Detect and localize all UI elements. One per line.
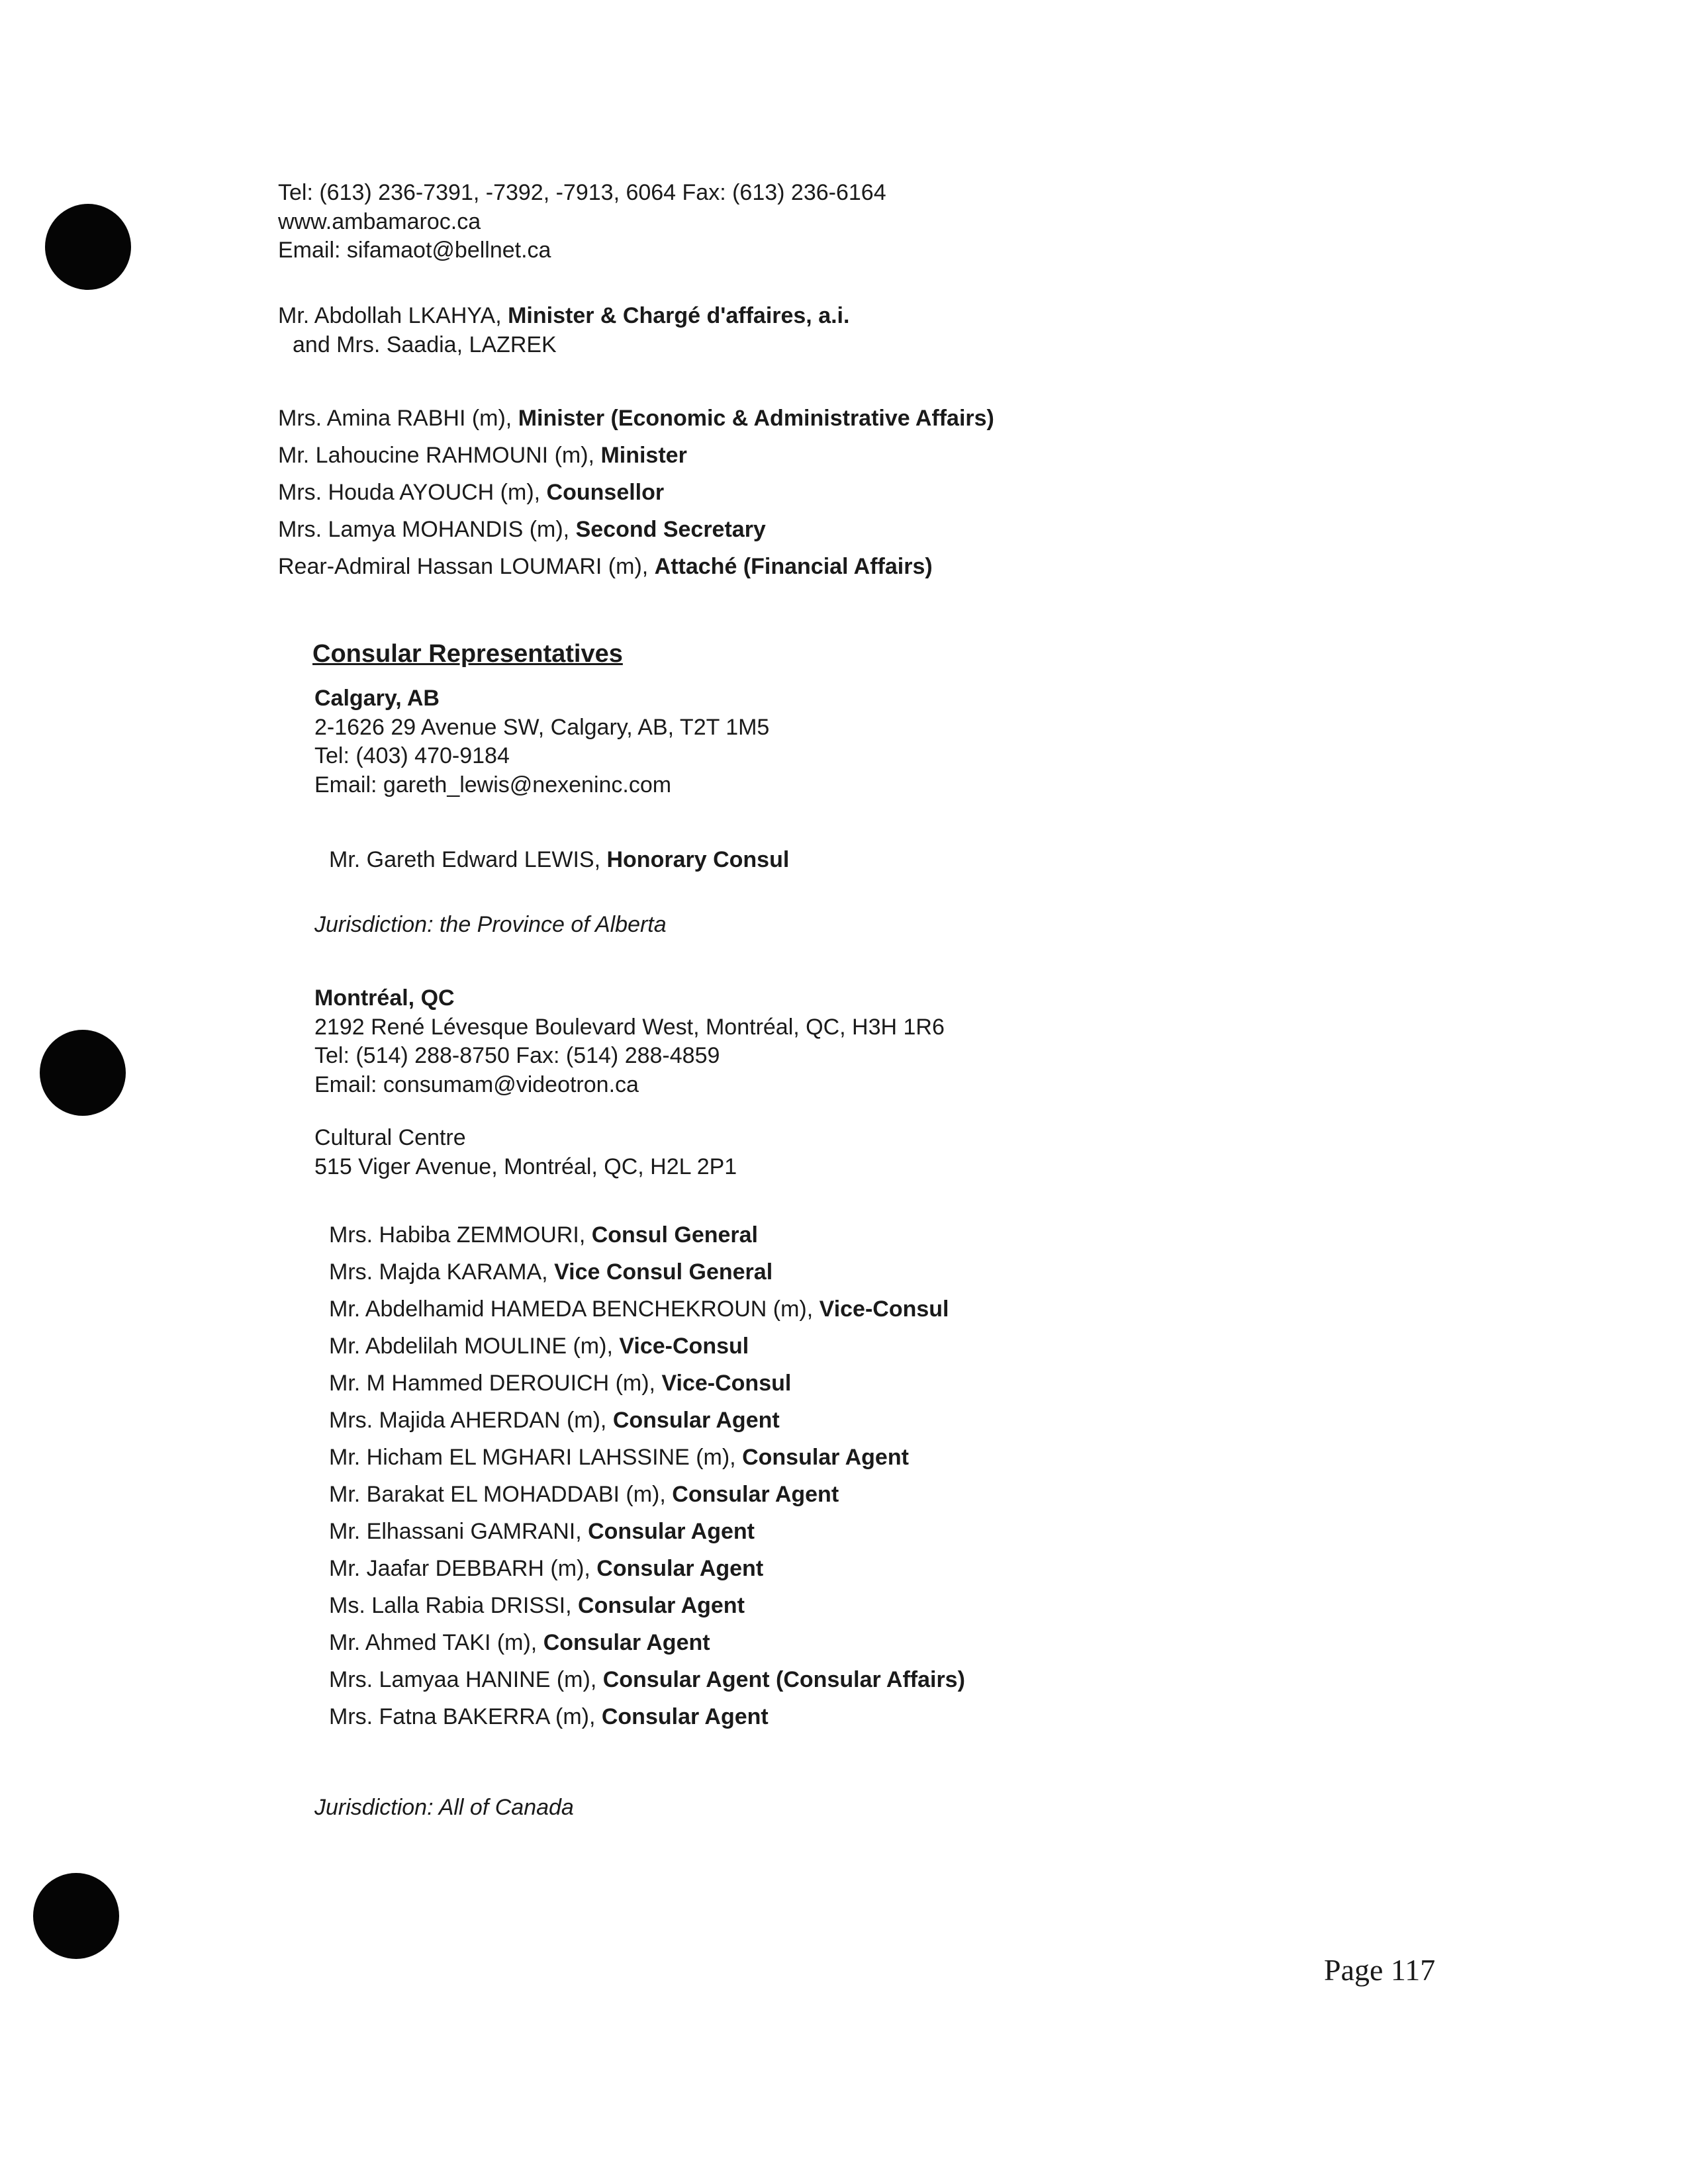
officer-item: [329, 1476, 965, 1513]
officer-name: Mr. Hicham EL MGHARI LAHSSINE (m),: [329, 1445, 743, 1470]
officer-item: [329, 1698, 965, 1735]
calgary-office: [314, 684, 769, 799]
officer-title: Consular Agent: [588, 1519, 755, 1544]
officer-title: Consul General: [591, 1222, 758, 1248]
embassy-website[interactable]: www.ambamaroc.ca: [278, 208, 481, 234]
calgary-city: Calgary, AB: [314, 686, 440, 711]
officer-item: [329, 1365, 965, 1402]
staff-item: [278, 511, 994, 548]
officer-name: Mr. Jaafar DEBBARH (m),: [329, 1556, 597, 1581]
officer-name: Mr. Abdelilah MOULINE (m),: [329, 1334, 620, 1359]
page-number: Page 117: [1324, 1953, 1436, 1987]
officer-name: Mr. Elhassani GAMRANI,: [329, 1519, 588, 1544]
staff-item: [278, 437, 994, 474]
officer-name: Mrs. Habiba ZEMMOURI,: [329, 1222, 592, 1248]
officer-title: Consular Agent (Consular Affairs): [602, 1667, 965, 1692]
calgary-phone: Tel: (403) 470-9184: [314, 743, 510, 768]
head-line: [278, 302, 849, 331]
officer-title: Vice Consul General: [554, 1259, 773, 1285]
officer-title: Vice-Consul: [619, 1334, 749, 1359]
montreal-office: [314, 984, 945, 1099]
calgary-officer-name: Mr. Gareth Edward LEWIS,: [329, 847, 607, 872]
punch-hole-bottom: [33, 1873, 119, 1959]
staff-item: [278, 548, 994, 585]
staff-name: Mrs. Lamya MOHANDIS (m),: [278, 517, 576, 542]
officer-title: Consular Agent: [672, 1482, 839, 1507]
officer-name: Mr. Ahmed TAKI (m),: [329, 1630, 543, 1655]
calgary-officer: [329, 846, 789, 875]
staff-item: [278, 474, 994, 511]
head-title: Minister & Chargé d'affaires, a.i.: [508, 303, 850, 328]
staff-title: Minister: [600, 443, 687, 468]
officer-item: [329, 1253, 965, 1291]
officer-title: Consular Agent: [596, 1556, 764, 1581]
consular-heading: Consular Representatives: [312, 640, 623, 668]
officer-item: [329, 1291, 965, 1328]
head-spouse: and Mrs. Saadia, LAZREK: [293, 332, 557, 357]
montreal-address: 2192 René Lévesque Boulevard West, Montréal, QC, H3H 1R6: [314, 1014, 945, 1040]
officer-item: [329, 1402, 965, 1439]
staff-name: Mrs. Houda AYOUCH (m),: [278, 480, 547, 505]
officer-title: Consular Agent: [543, 1630, 710, 1655]
officer-name: Mrs. Lamyaa HANINE (m),: [329, 1667, 603, 1692]
officer-item: [329, 1587, 965, 1624]
montreal-email[interactable]: Email: consumam@videotron.ca: [314, 1071, 639, 1097]
punch-hole-top: [45, 204, 131, 290]
officer-item: [329, 1550, 965, 1587]
montreal-phone: Tel: (514) 288-8750 Fax: (514) 288-4859: [314, 1043, 720, 1068]
cultural-centre: [314, 1124, 737, 1181]
officer-title: Consular Agent: [612, 1408, 780, 1433]
calgary-officer-title: Honorary Consul: [606, 847, 790, 872]
staff-name: Mrs. Amina RABHI (m),: [278, 406, 518, 431]
officer-name: Mr. Abdelhamid HAMEDA BENCHEKROUN (m),: [329, 1297, 820, 1322]
head-of-mission: [278, 302, 849, 359]
officer-item: [329, 1216, 965, 1253]
officer-title: Consular Agent: [578, 1593, 745, 1618]
officer-name: Mrs. Fatna BAKERRA (m),: [329, 1704, 602, 1729]
calgary-jurisdiction: Jurisdiction: the Province of Alberta: [314, 912, 667, 937]
officer-item: [329, 1661, 965, 1698]
officer-title: Consular Agent: [601, 1704, 769, 1729]
calgary-address: 2-1626 29 Avenue SW, Calgary, AB, T2T 1M5: [314, 714, 770, 740]
staff-item: [278, 400, 994, 437]
officer-title: Vice-Consul: [661, 1371, 792, 1396]
officer-title: Vice-Consul: [819, 1297, 949, 1322]
calgary-email[interactable]: Email: gareth_lewis@nexeninc.com: [314, 772, 672, 797]
embassy-staff-list: [278, 400, 994, 585]
officer-name: Ms. Lalla Rabia DRISSI,: [329, 1593, 579, 1618]
embassy-contact: [278, 179, 886, 265]
montreal-city: Montréal, QC: [314, 985, 455, 1011]
staff-title: Counsellor: [546, 480, 665, 505]
officer-name: Mrs. Majida AHERDAN (m),: [329, 1408, 613, 1433]
officer-name: Mr. M Hammed DEROUICH (m),: [329, 1371, 662, 1396]
officer-name: Mr. Barakat EL MOHADDABI (m),: [329, 1482, 673, 1507]
officer-item: [329, 1439, 965, 1476]
staff-name: Mr. Lahoucine RAHMOUNI (m),: [278, 443, 601, 468]
punch-hole-middle: [40, 1030, 126, 1116]
cultural-centre-address: 515 Viger Avenue, Montréal, QC, H2L 2P1: [314, 1154, 737, 1179]
head-name: Mr. Abdollah LKAHYA,: [278, 303, 508, 328]
embassy-phone: Tel: (613) 236-7391, -7392, -7913, 6064 Fax: (613) 236-6164: [278, 180, 886, 205]
officer-item: [329, 1513, 965, 1550]
montreal-jurisdiction: Jurisdiction: All of Canada: [314, 1795, 574, 1820]
staff-name: Rear-Admiral Hassan LOUMARI (m),: [278, 554, 655, 579]
staff-title: Minister (Economic & Administrative Affairs): [518, 406, 994, 431]
officer-name: Mrs. Majda KARAMA,: [329, 1259, 555, 1285]
embassy-email[interactable]: Email: sifamaot@bellnet.ca: [278, 238, 551, 263]
officer-item: [329, 1328, 965, 1365]
staff-title: Attaché (Financial Affairs): [654, 554, 933, 579]
staff-title: Second Secretary: [575, 517, 766, 542]
cultural-centre-name: Cultural Centre: [314, 1125, 466, 1150]
officer-item: [329, 1624, 965, 1661]
officer-title: Consular Agent: [742, 1445, 909, 1470]
montreal-officers-list: [329, 1216, 965, 1735]
